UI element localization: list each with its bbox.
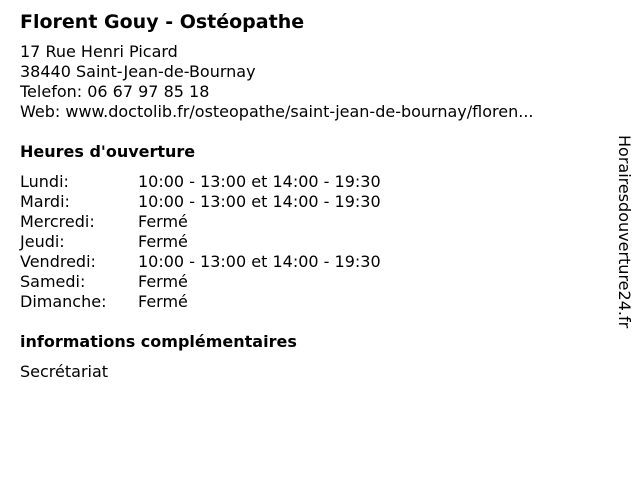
hours-row-monday <box>20 172 600 192</box>
additional-info-text: Secrétariat <box>20 362 109 381</box>
time-value: 10:00 - 13:00 et 14:00 - 19:30 <box>138 192 381 211</box>
hours-row-wednesday <box>20 212 600 232</box>
day-label: Jeudi: <box>20 232 65 251</box>
additional-info-heading: informations complémentaires <box>20 332 297 351</box>
time-value: 10:00 - 13:00 et 14:00 - 19:30 <box>138 172 381 191</box>
opening-hours-list <box>20 172 600 312</box>
address-street: 17 Rue Henri Picard <box>20 42 178 61</box>
address-city: 38440 Saint-Jean-de-Bournay <box>20 62 256 81</box>
time-value: Fermé <box>138 292 188 311</box>
time-value: Fermé <box>138 212 188 231</box>
day-label: Dimanche: <box>20 292 107 311</box>
phone-number: Telefon: 06 67 97 85 18 <box>20 82 210 101</box>
hours-row-friday <box>20 252 600 272</box>
hours-row-sunday <box>20 292 600 312</box>
site-watermark: Horairesdouverture24.fr <box>615 135 634 329</box>
time-value: 10:00 - 13:00 et 14:00 - 19:30 <box>138 252 381 271</box>
business-title: Florent Gouy - Ostéopathe <box>20 11 305 33</box>
day-label: Mardi: <box>20 192 70 211</box>
day-label: Samedi: <box>20 272 86 291</box>
day-label: Vendredi: <box>20 252 96 271</box>
time-value: Fermé <box>138 272 188 291</box>
hours-row-tuesday <box>20 192 600 212</box>
day-label: Mercredi: <box>20 212 95 231</box>
website-link[interactable]: Web: www.doctolib.fr/osteopathe/saint-jean-de-bournay/floren... <box>20 102 534 121</box>
business-card <box>20 10 600 382</box>
day-label: Lundi: <box>20 172 69 191</box>
hours-row-thursday <box>20 232 600 252</box>
hours-row-saturday <box>20 272 600 292</box>
time-value: Fermé <box>138 232 188 251</box>
opening-hours-heading: Heures d'ouverture <box>20 142 196 161</box>
